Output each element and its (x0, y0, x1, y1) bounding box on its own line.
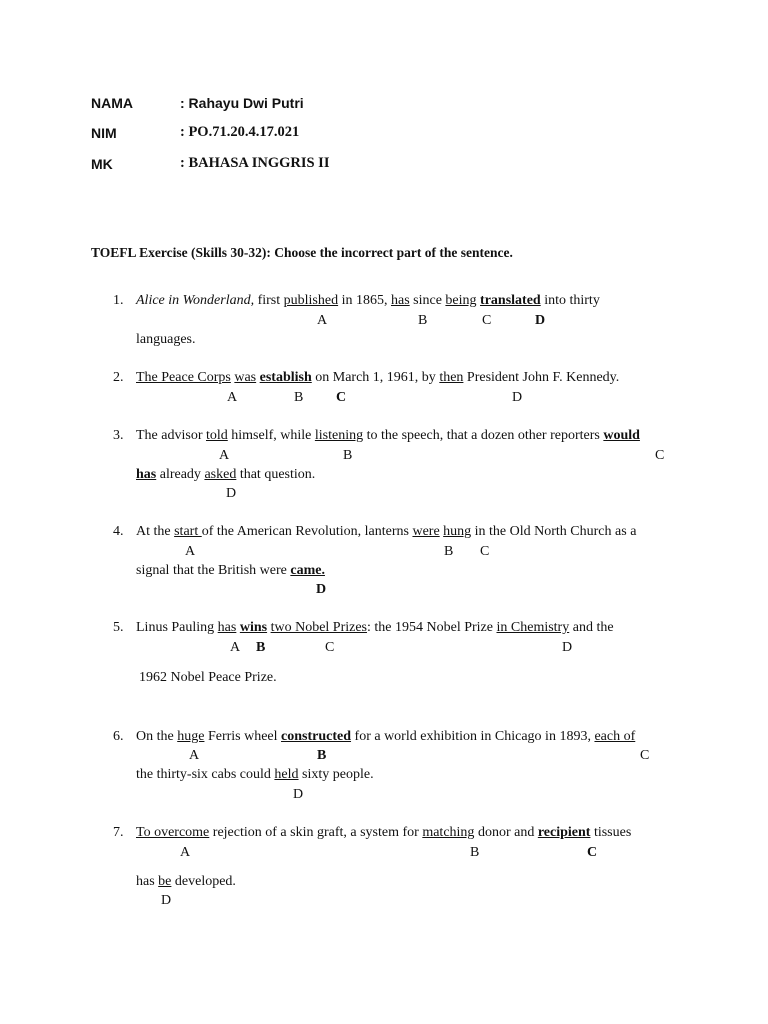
option-d-label: D (316, 582, 327, 597)
option-c-label: C (640, 748, 650, 763)
option-a-label: A (189, 748, 200, 763)
option-b-label: B (418, 313, 428, 328)
nim-value: : PO.71.20.4.17.021 (180, 124, 300, 140)
option-c-label: C (655, 448, 665, 463)
option-a-label: A (180, 845, 191, 860)
question-sentence: At the start of the American Revolution, lanterns were hung in the Old North Church as a (136, 524, 637, 539)
question-number: 7. (113, 825, 124, 840)
option-c-label: C (587, 845, 598, 860)
mk-label: MK (91, 156, 113, 172)
option-a-label: A (219, 448, 230, 463)
question-sentence: On the huge Ferris wheel constructed for a world exhibition in Chicago in 1893, each of (136, 729, 636, 744)
option-c-label: C (480, 544, 490, 559)
question-number: 2. (113, 370, 124, 385)
option-d-label: D (161, 893, 172, 908)
question-sentence-line2: languages. (136, 332, 196, 347)
question-sentence: Linus Pauling has wins two Nobel Prizes: the 1954 Nobel Prize in Chemistry and the (136, 620, 614, 635)
option-b-label: B (294, 390, 304, 405)
nim-label: NIM (91, 125, 117, 141)
option-a-label: A (227, 390, 238, 405)
question-sentence-line2: the thirty-six cabs could held sixty people. (136, 767, 374, 782)
question-number: 5. (113, 620, 124, 635)
exercise-title: TOEFL Exercise (Skills 30-32): Choose the incorrect part of the sentence. (91, 245, 513, 260)
question-number: 3. (113, 428, 124, 443)
mk-value: : BAHASA INGGRIS II (180, 155, 330, 171)
question-sentence: The Peace Corps was establish on March 1, 1961, by then President John F. Kennedy. (136, 370, 620, 385)
option-b-label: B (444, 544, 454, 559)
option-d-label: D (293, 787, 304, 802)
question-sentence: The advisor told himself, while listening to the speech, that a dozen other reporters would (136, 428, 640, 443)
option-d-label: D (512, 390, 523, 405)
option-c-label: C (336, 390, 347, 405)
question-sentence-line2: has be developed. (136, 874, 236, 889)
question-sentence-line2: signal that the British were came. (136, 563, 325, 578)
question-number: 6. (113, 729, 124, 744)
option-a-label: A (230, 640, 241, 655)
option-a-label: A (317, 313, 328, 328)
option-b-label: B (317, 748, 327, 763)
option-d-label: D (226, 486, 237, 501)
question-sentence: To overcome rejection of a skin graft, a system for matching donor and recipient tissues (136, 825, 632, 840)
question-number: 1. (113, 293, 124, 308)
question-sentence-line2: has already asked that question. (136, 467, 316, 482)
question-number: 4. (113, 524, 124, 539)
option-a-label: A (185, 544, 196, 559)
question-sentence: Alice in Wonderland, first published in 1865, has since being translated into thirty (136, 293, 600, 308)
option-b-label: B (256, 640, 266, 655)
nama-value: : Rahayu Dwi Putri (180, 95, 304, 111)
option-d-label: D (535, 313, 546, 328)
option-b-label: B (343, 448, 353, 463)
option-c-label: C (325, 640, 335, 655)
option-d-label: D (562, 640, 573, 655)
question-sentence-line2: 1962 Nobel Peace Prize. (139, 670, 277, 685)
option-b-label: B (470, 845, 480, 860)
option-c-label: C (482, 313, 492, 328)
nama-label: NAMA (91, 95, 133, 111)
